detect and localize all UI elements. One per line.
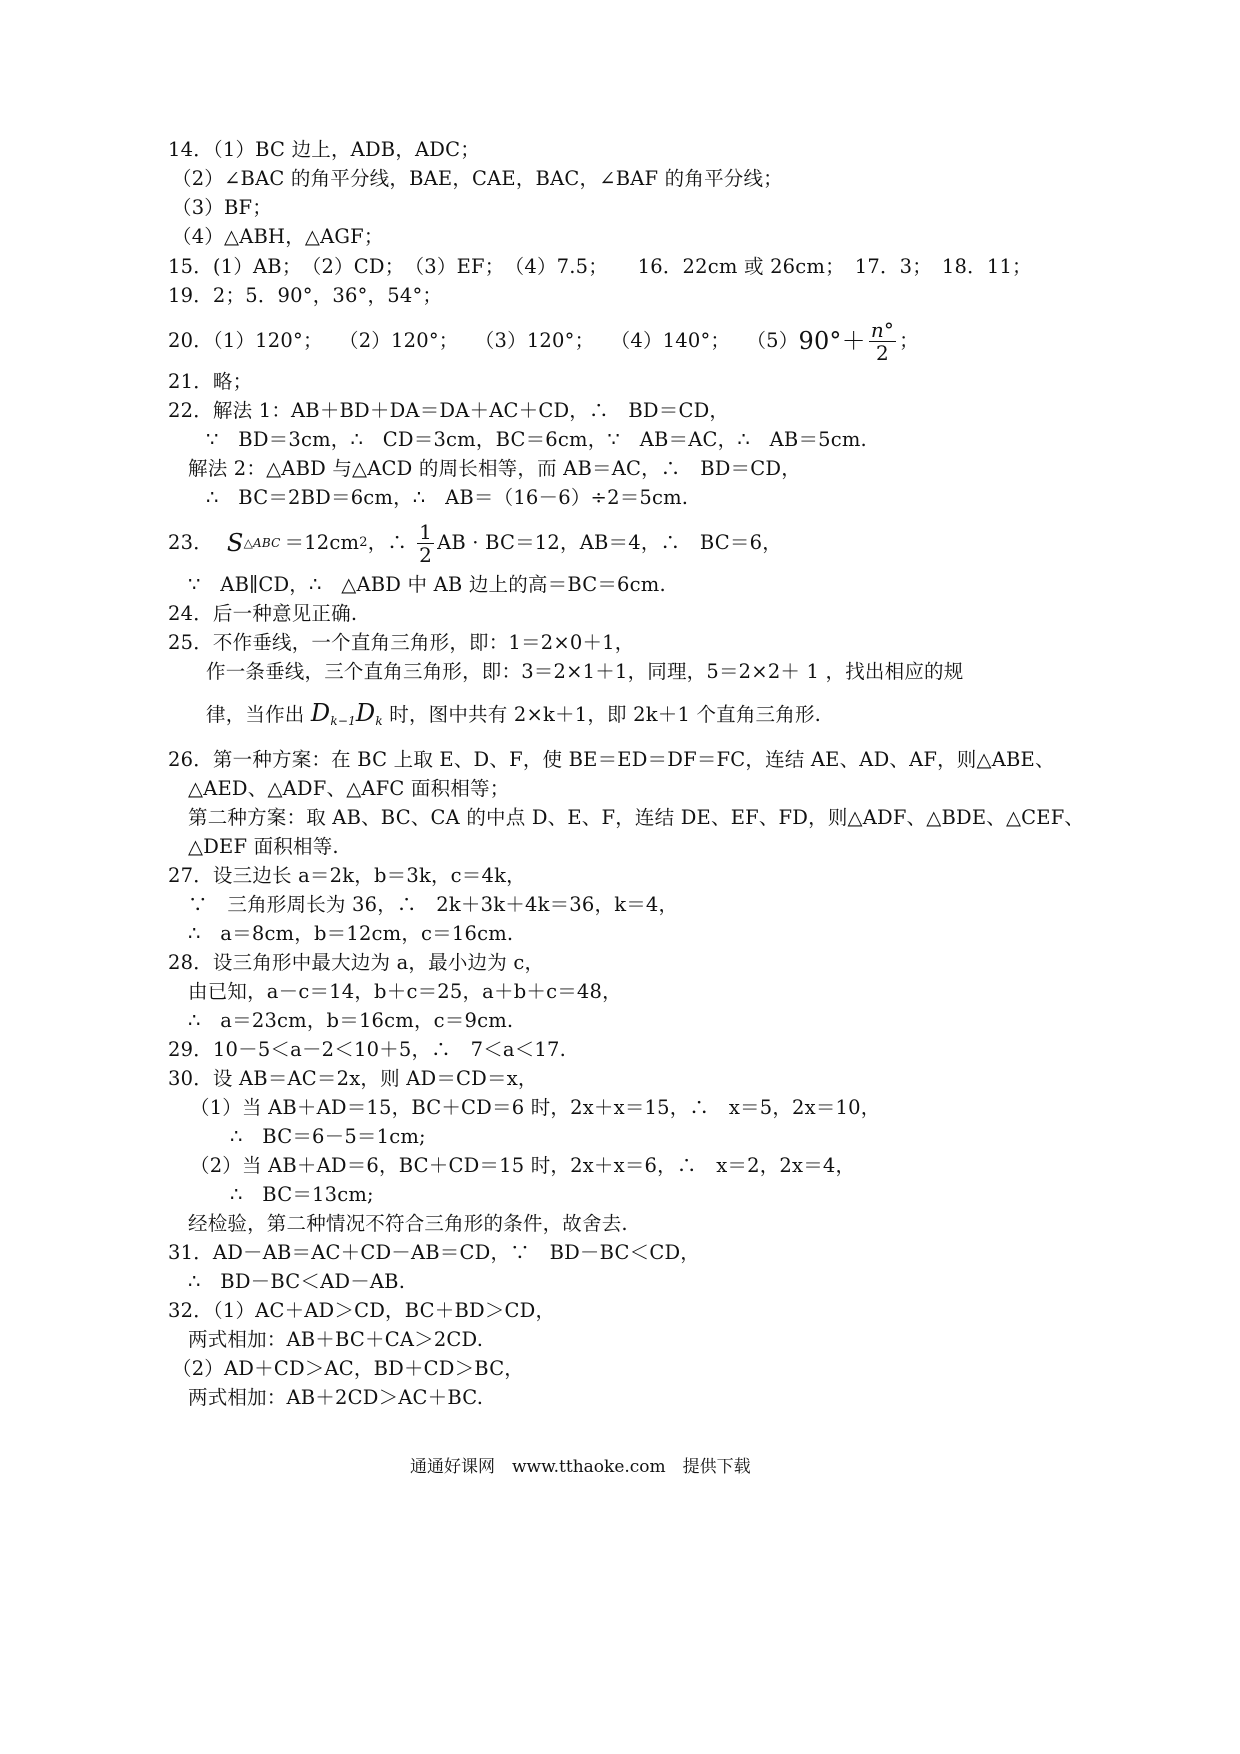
answer-28: 28．设三角形中最大边为 a，最小边为 c， <box>168 951 545 974</box>
answer-32-2b: 两式相加：AB＋2CD＞AC＋BC. <box>188 1386 484 1409</box>
answer-20-prefix: 20．（1）120°； （2）120°； （3）120°； （4）140°； （5） <box>168 329 799 352</box>
answer-26: 26．第一种方案：在 BC 上取 E、D、F，使 BE＝ED＝DF＝FC，连结 AE、AD、AF，则△ABE、 <box>168 748 1055 771</box>
answer-14: 14．（1）BC 边上，ADB，ADC； <box>168 138 480 161</box>
point-d-prev-subscript: k−1 <box>330 714 356 728</box>
answer-14-3: （3）BF； <box>172 196 272 219</box>
answer-30-1b: ∴ BC＝6－5＝1cm; <box>230 1125 426 1148</box>
one-half-fraction <box>417 521 434 566</box>
answer-31-b: ∴ BD－BC＜AD－AB. <box>188 1270 406 1293</box>
fraction-numerator: n° <box>870 317 895 342</box>
answer-32-2: （2）AD＋CD＞AC，BD＋CD＞BC， <box>172 1357 525 1380</box>
answer-26-d: △DEF 面积相等. <box>188 835 339 858</box>
answer-25: 25．不作垂线，一个直角三角形，即：1＝2×0＋1， <box>168 631 635 654</box>
answer-14-4: （4）△ABH，△AGF； <box>172 225 384 248</box>
answer-30-1: （1）当 AB＋AD＝15，BC＋CD＝6 时，2x＋x＝15，∴ x＝5，2x＝10， <box>190 1096 881 1119</box>
answer-20-suffix: ； <box>899 329 919 352</box>
area-symbol: S <box>226 529 244 557</box>
answer-20-base: 90°＋ <box>798 327 866 355</box>
answer-23-rest: AB · BC＝12，AB＝4，∴ BC＝6， <box>437 531 782 554</box>
fraction-denominator: 2 <box>419 542 433 567</box>
answer-29: 29．10－5＜a－2＜10＋5，∴ 7＜a＜17. <box>168 1038 567 1061</box>
answer-32-1b: 两式相加：AB＋BC＋CA＞2CD. <box>188 1328 484 1351</box>
answer-27-c: ∴ a＝8cm，b＝12cm，c＝16cm. <box>188 922 514 945</box>
point-d-prev: D <box>310 699 331 727</box>
fraction-denominator: 2 <box>869 341 896 364</box>
answer-22: 22．解法 1：AB＋BD＋DA＝DA＋AC＋CD，∴ BD＝CD， <box>168 399 730 422</box>
answer-30: 30．设 AB＝AC＝2x，则 AD＝CD＝x， <box>168 1067 538 1090</box>
answer-21: 21．略； <box>168 370 253 393</box>
answer-14-2: （2）∠BAC 的角平分线，BAE，CAE，BAC，∠BAF 的角平分线； <box>172 167 783 190</box>
answer-22-method2: 解法 2：△ABD 与△ACD 的周长相等，而 AB＝AC，∴ BD＝CD， <box>188 457 801 480</box>
answer-31: 31．AD－AB＝AC＋CD－AB＝CD，∵ BD－BC＜CD， <box>168 1241 700 1264</box>
answer-23-eq: ＝12cm <box>284 531 360 554</box>
point-d-k: D <box>355 699 376 727</box>
answer-27: 27．设三边长 a＝2k，b＝3k，c＝4k， <box>168 864 526 887</box>
answer-19: 19．2；5．90°，36°，54°； <box>168 284 443 307</box>
answer-20 <box>168 318 919 364</box>
answer-25-b: 作一条垂线，三个直角三角形，即：3＝2×1＋1，同理，5＝2×2＋ 1 ，找出相应的规 <box>206 660 964 683</box>
answer-27-b: ∵ 三角形周长为 36，∴ 2k＋3k＋4k＝36，k＝4， <box>188 893 679 916</box>
answer-26-c: 第二种方案：取 AB、BC、CA 的中点 D、E、F，连结 DE、EF、FD，则△ADF、△BDE、△CEF、 <box>188 806 1085 829</box>
answer-15-18: 15．(1）AB； （2）CD； （3）EF； （4）7.5； 16．22cm 或 26cm； 17．3； 18．11； <box>168 255 1032 278</box>
answer-22-b: ∵ BD＝3cm，∴ CD＝3cm，BC＝6cm，∵ AB＝AC，∴ AB＝5cm. <box>206 428 867 451</box>
answer-28-c: ∴ a＝23cm，b＝16cm，c＝9cm. <box>188 1009 514 1032</box>
answer-30-check: 经检验，第二种情况不符合三角形的条件，故舍去. <box>188 1212 628 1235</box>
answer-28-b: 由已知，a－c＝14，b＋c＝25，a＋b＋c＝48， <box>188 980 622 1003</box>
answer-23-b: ∵ AB∥CD，∴ △ABD 中 AB 边上的高＝BC＝6cm. <box>188 573 666 596</box>
page-footer: 通通好课网 www.tthaoke.com 提供下载 <box>410 1457 751 1477</box>
area-unit-exponent: 2 <box>359 535 368 550</box>
fraction-numerator: 1 <box>419 519 433 544</box>
answer-22-d: ∴ BC＝2BD＝6cm，∴ AB＝（16－6）÷2＝5cm. <box>206 486 689 509</box>
answer-30-2b: ∴ BC＝13cm; <box>230 1183 374 1206</box>
answer-25-c <box>206 700 821 734</box>
answer-30-2: （2）当 AB＋AD＝6，BC＋CD＝15 时，2x＋x＝6，∴ x＝2，2x＝4， <box>190 1154 856 1177</box>
answer-24: 24．后一种意见正确. <box>168 602 358 625</box>
answer-26-b: △AED、△ADF、△AFC 面积相等； <box>188 777 510 800</box>
answer-25-c-prefix: 律，当作出 <box>206 703 311 726</box>
area-subscript: △ABC <box>243 536 281 550</box>
n-over-2-fraction <box>869 319 896 364</box>
answer-23-prefix: 23． <box>168 531 213 554</box>
answer-23 <box>168 518 782 568</box>
answer-25-c-rest: 时，图中共有 2×k＋1，即 2k＋1 个直角三角形. <box>382 703 822 726</box>
point-d-k-subscript: k <box>375 714 383 728</box>
answer-32: 32．（1）AC＋AD＞CD，BC＋BD＞CD， <box>168 1299 556 1322</box>
answer-23-mid: ，∴ <box>367 531 408 554</box>
